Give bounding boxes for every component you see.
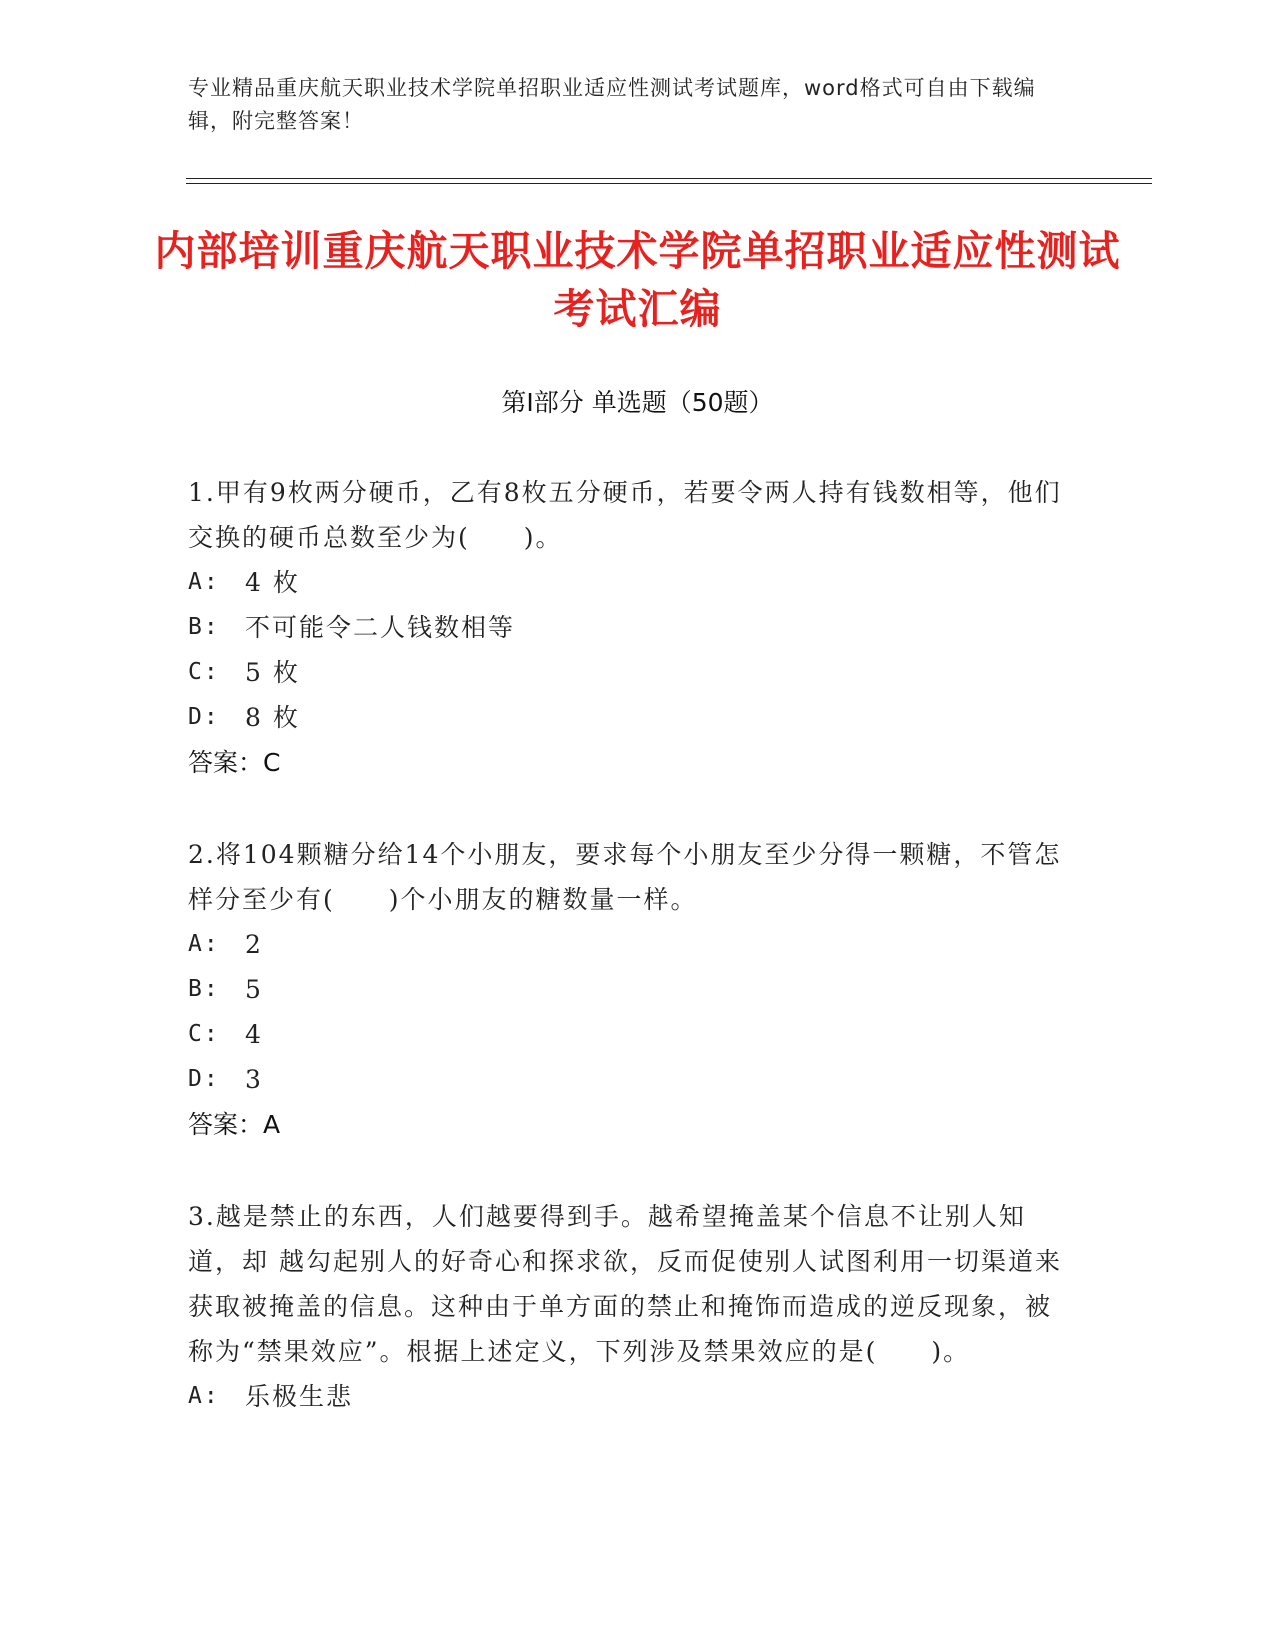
option-text: 4 枚	[245, 568, 300, 597]
option-text: 3	[245, 1065, 263, 1094]
option-letter: C:	[188, 659, 220, 685]
option-a	[188, 560, 1068, 605]
question-text: 3.越是禁止的东西，人们越要得到手。越希望掩盖某个信息不让别人知道，却 越勾起别人的好奇心和探求欲，反而促使别人试图利用一切渠道来获取被掩盖的信息。这种由于单方面的禁止和掩饰而造成的逆反现象，被称为“禁果效应”。根据上述定义，下列涉及禁果效应的是( )。	[188, 1202, 1062, 1366]
document-title: 内部培训重庆航天职业技术学院单招职业适应性测试考试汇编	[154, 227, 1121, 333]
option-text: 5	[245, 975, 263, 1004]
option-letter: D:	[188, 1066, 220, 1092]
option-b	[188, 967, 1068, 1012]
answer-line: 答案：C	[188, 748, 281, 777]
header-divider-secondary	[186, 183, 1152, 184]
option-a	[188, 922, 1068, 967]
option-text: 不可能令二人钱数相等	[245, 613, 516, 642]
question-3	[188, 1194, 1068, 1419]
answer-line: 答案：A	[188, 1110, 281, 1139]
question-1	[188, 470, 1068, 785]
option-text: 4	[245, 1020, 263, 1049]
option-letter: C:	[188, 1021, 220, 1047]
option-c	[188, 1012, 1068, 1057]
option-text: 8 枚	[245, 703, 300, 732]
option-letter: B:	[188, 614, 220, 640]
header-divider	[186, 178, 1152, 179]
option-letter: D:	[188, 704, 220, 730]
option-text: 5 枚	[245, 658, 300, 687]
option-text: 2	[245, 930, 263, 959]
option-letter: A:	[188, 569, 220, 595]
option-c	[188, 650, 1068, 695]
question-2	[188, 832, 1068, 1147]
option-letter: B:	[188, 976, 220, 1002]
question-text: 2.将104颗糖分给14个小朋友，要求每个小朋友至少分得一颗糖，不管怎样分至少有( )个小朋友的糖数量一样。	[188, 840, 1062, 914]
section-title: 第Ⅰ部分 单选题（50题）	[501, 388, 774, 417]
question-text: 1.甲有9枚两分硬币，乙有8枚五分硬币，若要令两人持有钱数相等，他们交换的硬币总数至少为( )。	[188, 478, 1062, 552]
option-letter: A:	[188, 1383, 220, 1409]
option-d	[188, 695, 1068, 740]
option-letter: A:	[188, 931, 220, 957]
option-text: 乐极生悲	[245, 1382, 354, 1411]
option-d	[188, 1057, 1068, 1102]
header-note: 专业精品重庆航天职业技术学院单招职业适应性测试考试题库，word格式可自由下载编辑，附完整答案！	[188, 76, 1036, 133]
option-b	[188, 605, 1068, 650]
option-a	[188, 1374, 1068, 1419]
